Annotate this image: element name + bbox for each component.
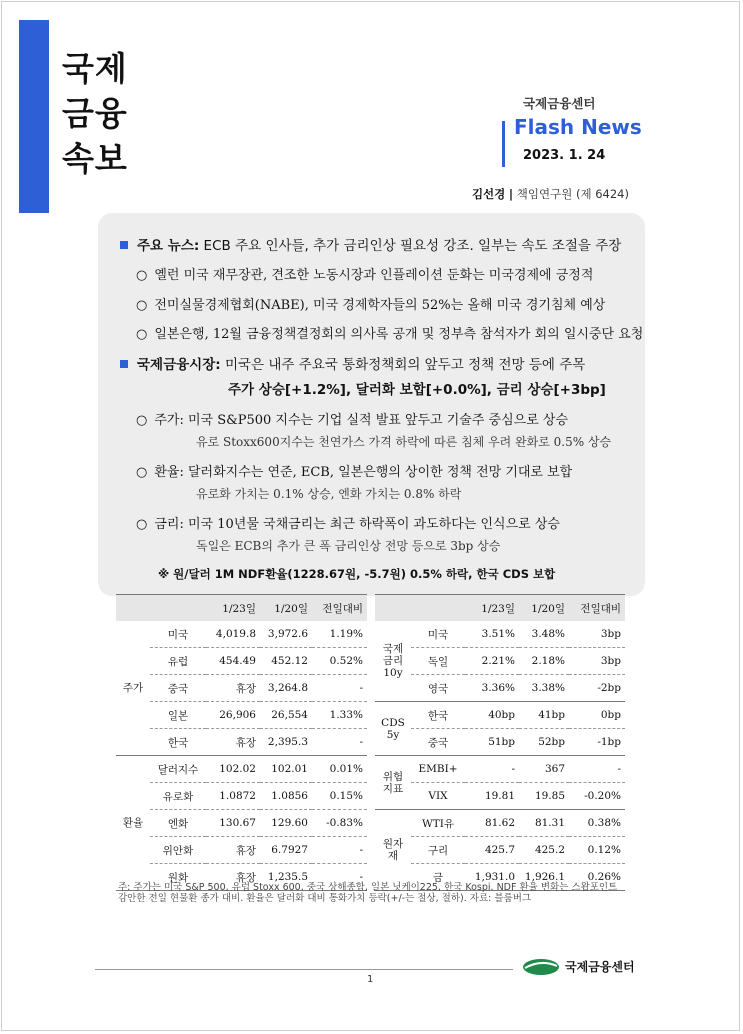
market-item-stocks [136,409,568,428]
column-header: 1/23일 [206,595,260,621]
page-number: 1 [367,974,374,985]
table-cell: 19.81 [465,783,519,810]
table-cell: 0.01% [312,756,367,783]
table-cell: 0.12% [569,837,625,864]
row-label: 일본 [150,702,206,729]
table-row [116,621,367,648]
table-cell: 81.62 [465,810,519,837]
table-cell: 3.36% [465,675,519,702]
table-cell: 0bp [569,702,625,729]
flash-news-label: Flash News [514,115,642,139]
row-label: 엔화 [150,810,206,837]
main-news-label: 주요 뉴스: [137,238,200,254]
table-cell: 425.2 [519,837,569,864]
table-cell: 3bp [569,621,625,648]
table-header-row [116,595,367,621]
main-item-text: 옐런 미국 재무장관, 견조한 노동시장과 인플레이션 둔화는 미국경제에 긍정적 [154,268,594,283]
table-row [375,756,625,783]
table-cell: 81.31 [519,810,569,837]
column-header: 1/23일 [465,595,519,621]
row-label: 금 [411,864,465,891]
table-header-row [375,595,625,621]
ring-bullet-icon: ○ [136,465,148,480]
table-row [116,648,367,675]
group-label: 환율 [116,756,150,891]
column-header: 전일대비 [312,595,367,621]
table-cell: 0.15% [312,783,367,810]
summary-box [98,213,645,596]
row-label: 달러지수 [150,756,206,783]
table-row [375,783,625,810]
bullet-square-icon [120,360,128,368]
table-cell: 4,019.8 [206,621,260,648]
main-news-text: ECB 주요 인사들, 추가 금리인상 필요성 강조. 일부는 속도 조절을 주장 [199,238,622,254]
market-label: 국제금융시장: [137,357,221,373]
table-cell: 휴장 [206,675,260,702]
table-cell: 0.38% [569,810,625,837]
table-cell: 51bp [465,729,519,756]
row-label: 영국 [411,675,465,702]
table-cell: -0.83% [312,810,367,837]
row-label: WTI유 [411,810,465,837]
table-row [375,675,625,702]
footer-rule [95,969,513,970]
accent-bar [19,20,49,213]
main-item-text: 일본은행, 12월 금융정책결정회의 의사록 공개 및 정부측 참석자가 회의 일시중단 요청 [154,327,644,342]
table-cell: - [312,837,367,864]
footnote: 주: 주가는 미국 S&P 500, 유럽 Stoxx 600, 중국 상해종합, 일본 닛케이225, 한국 Kospi. NDF 환율 변화는 스왑포인트 감안한 전일 현물환 종가 대비. 환율은 달러화 대비 통화가치 등락(+/-는 절상, 절하). 자료: 블룸버그 [118,882,618,904]
main-news-heading [120,234,621,254]
author-separator: | [508,187,514,201]
table-cell: 41bp [519,702,569,729]
table-cell: 130.67 [206,810,260,837]
table-cell: 52bp [519,729,569,756]
table-cell: 102.02 [206,756,260,783]
row-label: 원화 [150,864,206,891]
table-row [375,729,625,756]
table-row [375,837,625,864]
main-item-2 [136,294,605,313]
market-item-rates-detail: 독일은 ECB의 추가 큰 폭 금리인상 전망 등으로 3bp 상승 [196,539,501,553]
market-item-head: 주가: 미국 S&P500 지수는 기업 실적 발표 앞두고 기술주 중심으로 상승 [154,413,569,428]
column-header: 1/20일 [260,595,312,621]
table-cell: 26,554 [260,702,312,729]
table-cell: 26,906 [206,702,260,729]
table-cell: - [312,675,367,702]
kcif-logo-icon [522,957,560,976]
table-cell: - [569,756,625,783]
table-row [116,756,367,783]
row-label: 구리 [411,837,465,864]
table-cell: 1.33% [312,702,367,729]
bullet-square-icon [120,241,128,249]
row-label: 위안화 [150,837,206,864]
market-item-rates [136,513,560,532]
market-text: 미국은 내주 주요국 통화정책회의 앞두고 정책 전망 등에 주목 [220,357,586,373]
table-cell: -2bp [569,675,625,702]
table-cell: 19.85 [519,783,569,810]
table-cell: -1bp [569,729,625,756]
ring-bullet-icon: ○ [136,268,148,283]
table-cell: - [465,756,519,783]
group-label: 국제 금리 10y [375,621,411,702]
header-divider [502,121,505,167]
table-cell: 1.0872 [206,783,260,810]
table-cell: 휴장 [206,837,260,864]
title-line-1: 국제 [62,49,128,88]
table-cell: 1,235.5 [260,864,312,891]
table-row [375,810,625,837]
main-item-text: 전미실물경제협회(NABE), 미국 경제학자들의 52%는 올해 미국 경기침체 예상 [154,298,606,313]
column-header [411,595,465,621]
table-cell: 1.19% [312,621,367,648]
market-item-head: 금리: 미국 10년물 국채금리는 최근 하락폭이 과도하다는 인식으로 상승 [154,517,560,532]
market-item-stocks-detail: 유로 Stoxx600지수는 천연가스 가격 하락에 따른 침체 우려 완화로 0.5% 상승 [196,435,612,449]
market-item-fx-detail: 유로화 가치는 0.1% 상승, 엔화 가치는 0.8% 하락 [196,487,462,501]
table-cell: -0.20% [569,783,625,810]
row-label: VIX [411,783,465,810]
row-label: 한국 [411,702,465,729]
right-market-table [375,595,625,891]
row-label: 중국 [150,675,206,702]
group-label: 주가 [116,621,150,756]
table-cell: 3,264.8 [260,675,312,702]
table-cell: 452.12 [260,648,312,675]
market-heading [120,353,585,373]
title-line-2: 금융 [62,94,128,133]
ring-bullet-icon: ○ [136,327,148,342]
row-label: 중국 [411,729,465,756]
table-cell: 0.52% [312,648,367,675]
main-item-1 [136,264,593,283]
table-cell: - [312,729,367,756]
row-label: 독일 [411,648,465,675]
author-role: 책임연구원 (제 6424) [516,187,629,201]
table-cell: 129.60 [260,810,312,837]
table-cell: 40bp [465,702,519,729]
table-row [375,648,625,675]
table-cell: 휴장 [206,864,260,891]
table-cell: 3.48% [519,621,569,648]
ring-bullet-icon: ○ [136,517,148,532]
row-label: 미국 [411,621,465,648]
table-cell: 2,395.3 [260,729,312,756]
table-cell: 3bp [569,648,625,675]
ring-bullet-icon: ○ [136,413,148,428]
group-label: 원자재 [375,810,411,891]
table-row [116,675,367,702]
row-label: 유럽 [150,648,206,675]
row-label: EMBI+ [411,756,465,783]
table-cell: 휴장 [206,729,260,756]
row-label: 미국 [150,621,206,648]
group-label: 위험 지표 [375,756,411,810]
main-item-3 [136,323,643,342]
table-cell: 6.7927 [260,837,312,864]
row-label: 한국 [150,729,206,756]
report-date: 2023. 1. 24 [523,148,606,163]
table-row [116,810,367,837]
table-row [375,621,625,648]
left-market-table [116,595,367,891]
ring-bullet-icon: ○ [136,298,148,313]
column-header [116,595,150,621]
column-header: 1/20일 [519,595,569,621]
table-cell: 2.18% [519,648,569,675]
table-row [116,783,367,810]
column-header [375,595,411,621]
footer-logo-text: 국제금융센터 [565,960,635,974]
column-header [150,595,206,621]
table-cell: 1,926.1 [519,864,569,891]
table-cell: 3,972.6 [260,621,312,648]
table-row [116,729,367,756]
table-cell: 367 [519,756,569,783]
org-name: 국제금융센터 [523,96,596,111]
table-cell: 454.49 [206,648,260,675]
title-line-3: 속보 [62,139,128,178]
table-row [116,702,367,729]
table-cell: 1,931.0 [465,864,519,891]
table-cell: 102.01 [260,756,312,783]
table-cell: 2.21% [465,648,519,675]
table-row [375,702,625,729]
table-cell: - [312,864,367,891]
report-title [62,46,128,181]
table-cell: 0.26% [569,864,625,891]
group-label: CDS 5y [375,702,411,756]
table-cell: 425.7 [465,837,519,864]
table-cell: 3.38% [519,675,569,702]
author-name: 김선경 [471,187,506,201]
column-header: 전일대비 [569,595,625,621]
table-cell: 1.0856 [260,783,312,810]
market-item-head: 환율: 달러화지수는 연준, ECB, 일본은행의 상이한 정책 전망 기대로 보합 [154,465,573,480]
ndf-note: ※ 원/달러 1M NDF환율(1228.67원, -5.7원) 0.5% 하락, 한국 CDS 보합 [158,567,556,581]
author [472,186,629,202]
table-cell: 3.51% [465,621,519,648]
market-summary: 주가 상승[+1.2%], 달러화 보합[+0.0%], 금리 상승[+3bp] [228,382,606,398]
table-row [116,837,367,864]
market-item-fx [136,461,572,480]
row-label: 유로화 [150,783,206,810]
